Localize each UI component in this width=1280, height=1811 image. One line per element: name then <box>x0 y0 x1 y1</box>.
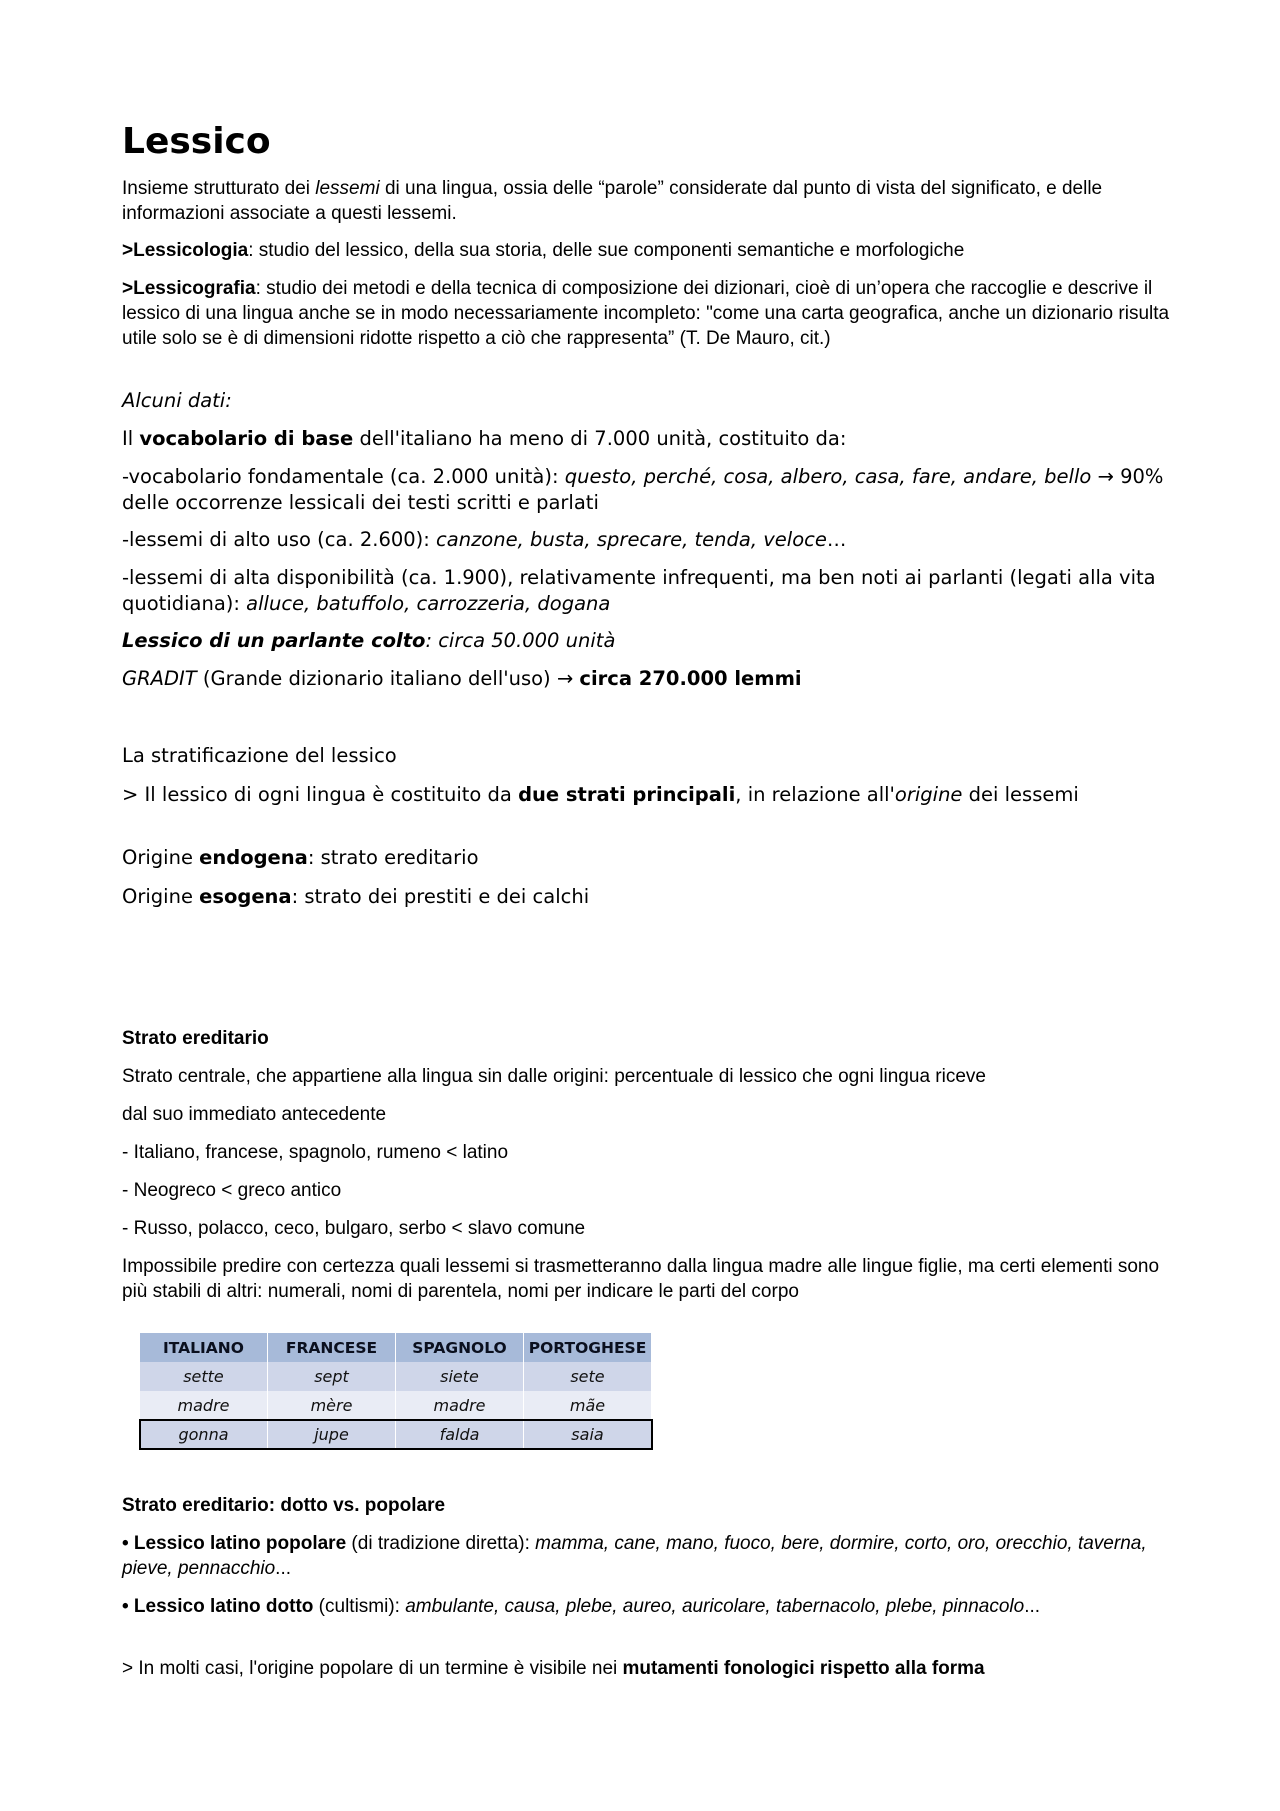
comparison-table <box>140 1333 652 1449</box>
alcuni-dati-label: Alcuni dati: <box>122 389 232 412</box>
lineage-item-greco: - Neogreco < greco antico <box>122 1180 342 1201</box>
lessicologia-definition: >Lessicologia: studio del lessico, della sua storia, delle sue componenti semantiche e morfologiche <box>122 240 965 261</box>
table-cell: sept <box>268 1362 396 1391</box>
origine-esogena-line: Origine esogena: strato dei prestiti e dei calchi <box>122 885 590 908</box>
table-header-cell: PORTOGHESE <box>524 1333 652 1362</box>
table-cell: siete <box>396 1362 524 1391</box>
vocabolario-fondamentale-item: -vocabolario fondamentale (ca. 2.000 unità): questo, perché, cosa, albero, casa, fare, andare, bello → 90% delle occorrenze lessicali dei testi scritti e parlati <box>122 465 1164 514</box>
table-header-cell: FRANCESE <box>268 1333 396 1362</box>
strato-ereditario-line2: dal suo immediato antecedente <box>122 1104 387 1125</box>
table-cell: madre <box>396 1391 524 1420</box>
table-row <box>140 1362 652 1391</box>
table-cell: sete <box>524 1362 652 1391</box>
lineage-item-slavo: - Russo, polacco, ceco, bulgaro, serbo < slavo comune <box>122 1218 586 1239</box>
alto-uso-item: -lessemi di alto uso (ca. 2.600): canzone, busta, sprecare, tenda, veloce… <box>122 528 847 551</box>
lessico-dotto-item: • Lessico latino dotto (cultismi): ambulante, causa, plebe, aureo, auricolare, tabernacolo, plebe, pinnacolo... <box>122 1596 1041 1617</box>
origine-endogena-line: Origine endogena: strato ereditario <box>122 846 479 869</box>
stratificazione-heading: La stratificazione del lessico <box>122 744 397 767</box>
strato-ereditario-heading: Strato ereditario <box>122 1028 269 1049</box>
table-row <box>140 1391 652 1420</box>
impossibile-paragraph: Impossibile predire con certezza quali lessemi si trasmetteranno dalla lingua madre alle lingue figlie, ma certi elementi sono più stabili di altri: numerali, nomi di parentela, nomi per indicare le parti del corpo <box>122 1256 1160 1302</box>
vocabolario-base-paragraph: Il vocabolario di base dell'italiano ha meno di 7.000 unità, costituito da: <box>122 427 847 450</box>
table-cell: mãe <box>524 1391 652 1420</box>
mutamenti-fonologici-line: > In molti casi, l'origine popolare di un termine è visibile nei mutamenti fonologici rispetto alla forma <box>122 1658 985 1679</box>
table-cell: jupe <box>268 1420 396 1449</box>
intro-paragraph: Insieme strutturato dei lessemi di una lingua, ossia delle “parole” considerate dal punto di vista del significato, e delle informazioni associate a questi lessemi. <box>122 178 1103 224</box>
table-header-row <box>140 1333 652 1362</box>
lessicografia-definition: >Lessicografia: studio dei metodi e della tecnica di composizione dei dizionari, cioè di un’opera che raccoglie e descrive il lessico di una lingua anche se in modo necessariamente incompleto: "come una carta geografica, anche un dizionario risulta utile solo se è di dimensioni ridotte rispetto a ciò che rappresenta” (T. De Mauro, cit.) <box>122 278 1170 349</box>
strato-ereditario-line1: Strato centrale, che appartiene alla lingua sin dalle origini: percentuale di lessico che ogni lingua riceve <box>122 1066 986 1087</box>
table-cell: falda <box>396 1420 524 1449</box>
table-cell: sette <box>140 1362 268 1391</box>
alta-disponibilita-item: -lessemi di alta disponibilità (ca. 1.900), relativamente infrequenti, ma ben noti ai parlanti (legati alla vita quotidiana): alluce, batuffolo, carrozzeria, dogana <box>122 566 1156 615</box>
dotto-popolare-heading: Strato ereditario: dotto vs. popolare <box>122 1495 446 1516</box>
lessico-popolare-item: • Lessico latino popolare (di tradizione diretta): mamma, cane, mano, fuoco, bere, dormire, corto, oro, orecchio, taverna, pieve, pennacchio... <box>122 1533 1147 1579</box>
table-cell: gonna <box>140 1420 268 1449</box>
table-cell: madre <box>140 1391 268 1420</box>
gradit-line: GRADIT (Grande dizionario italiano dell'uso) → circa 270.000 lemmi <box>122 667 802 690</box>
lineage-item-latino: - Italiano, francese, spagnolo, rumeno < latino <box>122 1142 509 1163</box>
table-header-cell: SPAGNOLO <box>396 1333 524 1362</box>
parlante-colto-line: Lessico di un parlante colto: circa 50.000 unità <box>122 629 616 652</box>
table-row-highlighted <box>140 1420 652 1449</box>
due-strati-paragraph: > Il lessico di ogni lingua è costituito da due strati principali, in relazione all'origine dei lessemi <box>122 783 1079 806</box>
page-title: Lessico <box>122 121 271 162</box>
table-cell: saia <box>524 1420 652 1449</box>
table-header-cell: ITALIANO <box>140 1333 268 1362</box>
table-cell: mère <box>268 1391 396 1420</box>
